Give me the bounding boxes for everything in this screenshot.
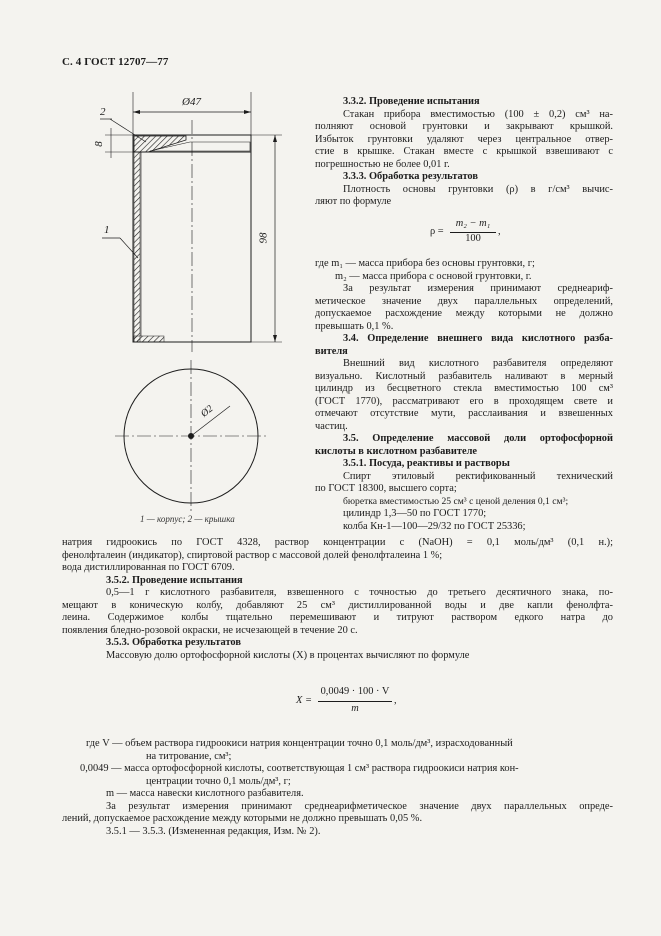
text-line: мещают в коническую колбу, добавляют 25 см³ дистиллированной воды и две капли фенолфта- <box>62 599 613 611</box>
text-line: Избыток грунтовки удаляют через центральное отвер- <box>315 133 613 145</box>
technical-drawing <box>60 90 330 540</box>
right-column-section-332 <box>315 96 613 209</box>
text-line: фенолфталеин (индикатор), спиртовой раствор с массовой долей фенолфталеина 1 %; <box>62 549 443 561</box>
label-2: 2 <box>100 106 106 118</box>
text-line: цилиндр 1,3—50 по ГОСТ 1770; <box>343 508 487 519</box>
formula-numerator: 0,0049 · 100 · V <box>320 686 390 697</box>
text-line: появления бледно-розовой окраски, не исчезающей в течение 20 с. <box>62 624 358 636</box>
text-line: (ГОСТ 1770), рассматривают его в проходящем свете и <box>315 395 613 407</box>
text-line: ляют по формуле <box>315 196 392 207</box>
formula-tail: , <box>498 226 501 237</box>
dim-diameter-2: Ø2 <box>198 403 216 420</box>
heading-35-cont: кислоты в кислотном разбавителе <box>315 445 478 457</box>
text-line: Плотность основы грунтовки (ρ) в г/см³ вычис- <box>343 183 613 195</box>
heading-353: 3.5.3. Обработка результатов <box>106 637 241 648</box>
text-line: m₂ — масса прибора с основой грунтовки, г. <box>335 270 532 282</box>
heading-333: 3.3.3. Обработка результатов <box>343 171 478 182</box>
heading-35: 3.5. Определение массовой доли ортофосфорной <box>343 433 613 444</box>
text-line: леина. Содержимое колбы тщательно перемешивают и титруют раствором едкого натра до <box>62 612 613 623</box>
formula-tail: , <box>394 695 397 706</box>
full-width-section <box>62 537 613 662</box>
text-line: За результат измерения принимают среднеариф- <box>343 283 613 294</box>
dim-diameter-47: Ø47 <box>182 96 201 108</box>
formula-explanation <box>62 738 613 838</box>
page-header: С. 4 ГОСТ 12707—77 <box>62 56 169 68</box>
dim-height-98: 98 <box>257 232 270 244</box>
text-line: лений, допускаемое расхождение между которыми не должно превышать 0,05 %. <box>62 813 423 824</box>
text-line: частиц. <box>315 420 348 432</box>
amendment-note: 3.5.1 — 3.5.3. (Измененная редакция, Изм. № 2). <box>106 825 321 837</box>
text-line: визуально. Кислотный разбавитель наливают в мерный <box>315 370 613 382</box>
heading-34-cont: вителя <box>315 345 348 357</box>
text-line: метическое значение двух параллельных определений, <box>315 295 613 307</box>
text-line: m — масса навески кислотного разбавителя. <box>106 788 304 799</box>
text-line: где m₁ — масса прибора без основы грунтовки, г; <box>315 258 535 269</box>
text-line: Внешний вид кислотного разбавителя определяют <box>343 358 613 369</box>
heading-352: 3.5.2. Проведение испытания <box>106 574 243 586</box>
figure-caption: 1 — корпус; 2 — крышка <box>140 514 235 524</box>
text-line: натрия гидроокись по ГОСТ 4328, раствор концентрации c (NaOH) = 0,1 моль/дм³ (0,1 н.); <box>62 537 613 548</box>
fraction-bar <box>318 701 392 702</box>
formula-lhs: X = <box>296 695 312 706</box>
text-line: на титрование, см³; <box>146 750 232 762</box>
text-line: стие в крышке. Стакан вместе с крышкой взвешивают с <box>315 146 613 157</box>
text-line: погрешностью не более 0,01 г. <box>315 158 450 170</box>
text-line: 0,0049 — масса ортофосфорной кислоты, соответствующая 1 см³ раствора гидроокиси натрия кон- <box>80 763 519 774</box>
formula-mass-fraction <box>296 686 416 720</box>
text-line: колба Кн-1—100—29/32 по ГОСТ 25336; <box>343 520 526 532</box>
text-line: Массовую долю ортофосфорной кислоты (X) в процентах вычисляют по формуле <box>106 649 470 661</box>
text-line: Стакан прибора вместимостью (100 ± 0,2) см³ на- <box>343 108 613 120</box>
text-line: допускаемое расхождение между которыми не должно <box>315 308 613 319</box>
text-line: где V — объем раствора гидроокиси натрия концентрации точно 0,1 моль/дм³, израсходованный <box>86 738 513 749</box>
text-line: бюретка вместимостью 25 см³ с ценой деления 0,1 см³; <box>343 495 569 507</box>
text-line: превышать 0,1 %. <box>315 320 394 332</box>
formula-denominator: m <box>351 703 359 714</box>
text-line: 0,5—1 г кислотного разбавителя, взвешенного с точностью до третьего десятичного знака, по- <box>106 587 613 598</box>
formula-numerator: m₂ − m₁ <box>455 218 491 229</box>
text-line: отмечают отсутствие мути, расслаивания и взвешенных <box>315 408 613 419</box>
formula-denominator: 100 <box>465 233 481 244</box>
text-line: Спирт этиловый ректификованный технический <box>343 470 613 482</box>
heading-332: 3.3.2. Проведение испытания <box>343 96 480 107</box>
text-line: по ГОСТ 18300, высшего сорта; <box>315 483 457 494</box>
dim-height-8: 8 <box>92 141 105 147</box>
label-1: 1 <box>104 224 110 236</box>
text-line: За результат измерения принимают среднеарифметическое значение двух параллельных опреде- <box>106 800 613 812</box>
right-column-continued <box>315 258 613 533</box>
text-line: полняют основой грунтовки и закрывают крышкой. <box>315 121 613 132</box>
formula-density <box>430 218 520 248</box>
heading-34: 3.4. Определение внешнего вида кислотного разба- <box>343 333 613 344</box>
text-line: цилиндр из бесцветного стекла вместимостью 100 см³ <box>315 383 613 394</box>
text-line: центрации точно 0,1 моль/дм³, г; <box>146 775 291 787</box>
text-line: вода дистиллированная по ГОСТ 6709. <box>62 562 235 573</box>
formula-lhs: ρ = <box>430 226 444 237</box>
heading-351: 3.5.1. Посуда, реактивы и растворы <box>343 458 510 469</box>
